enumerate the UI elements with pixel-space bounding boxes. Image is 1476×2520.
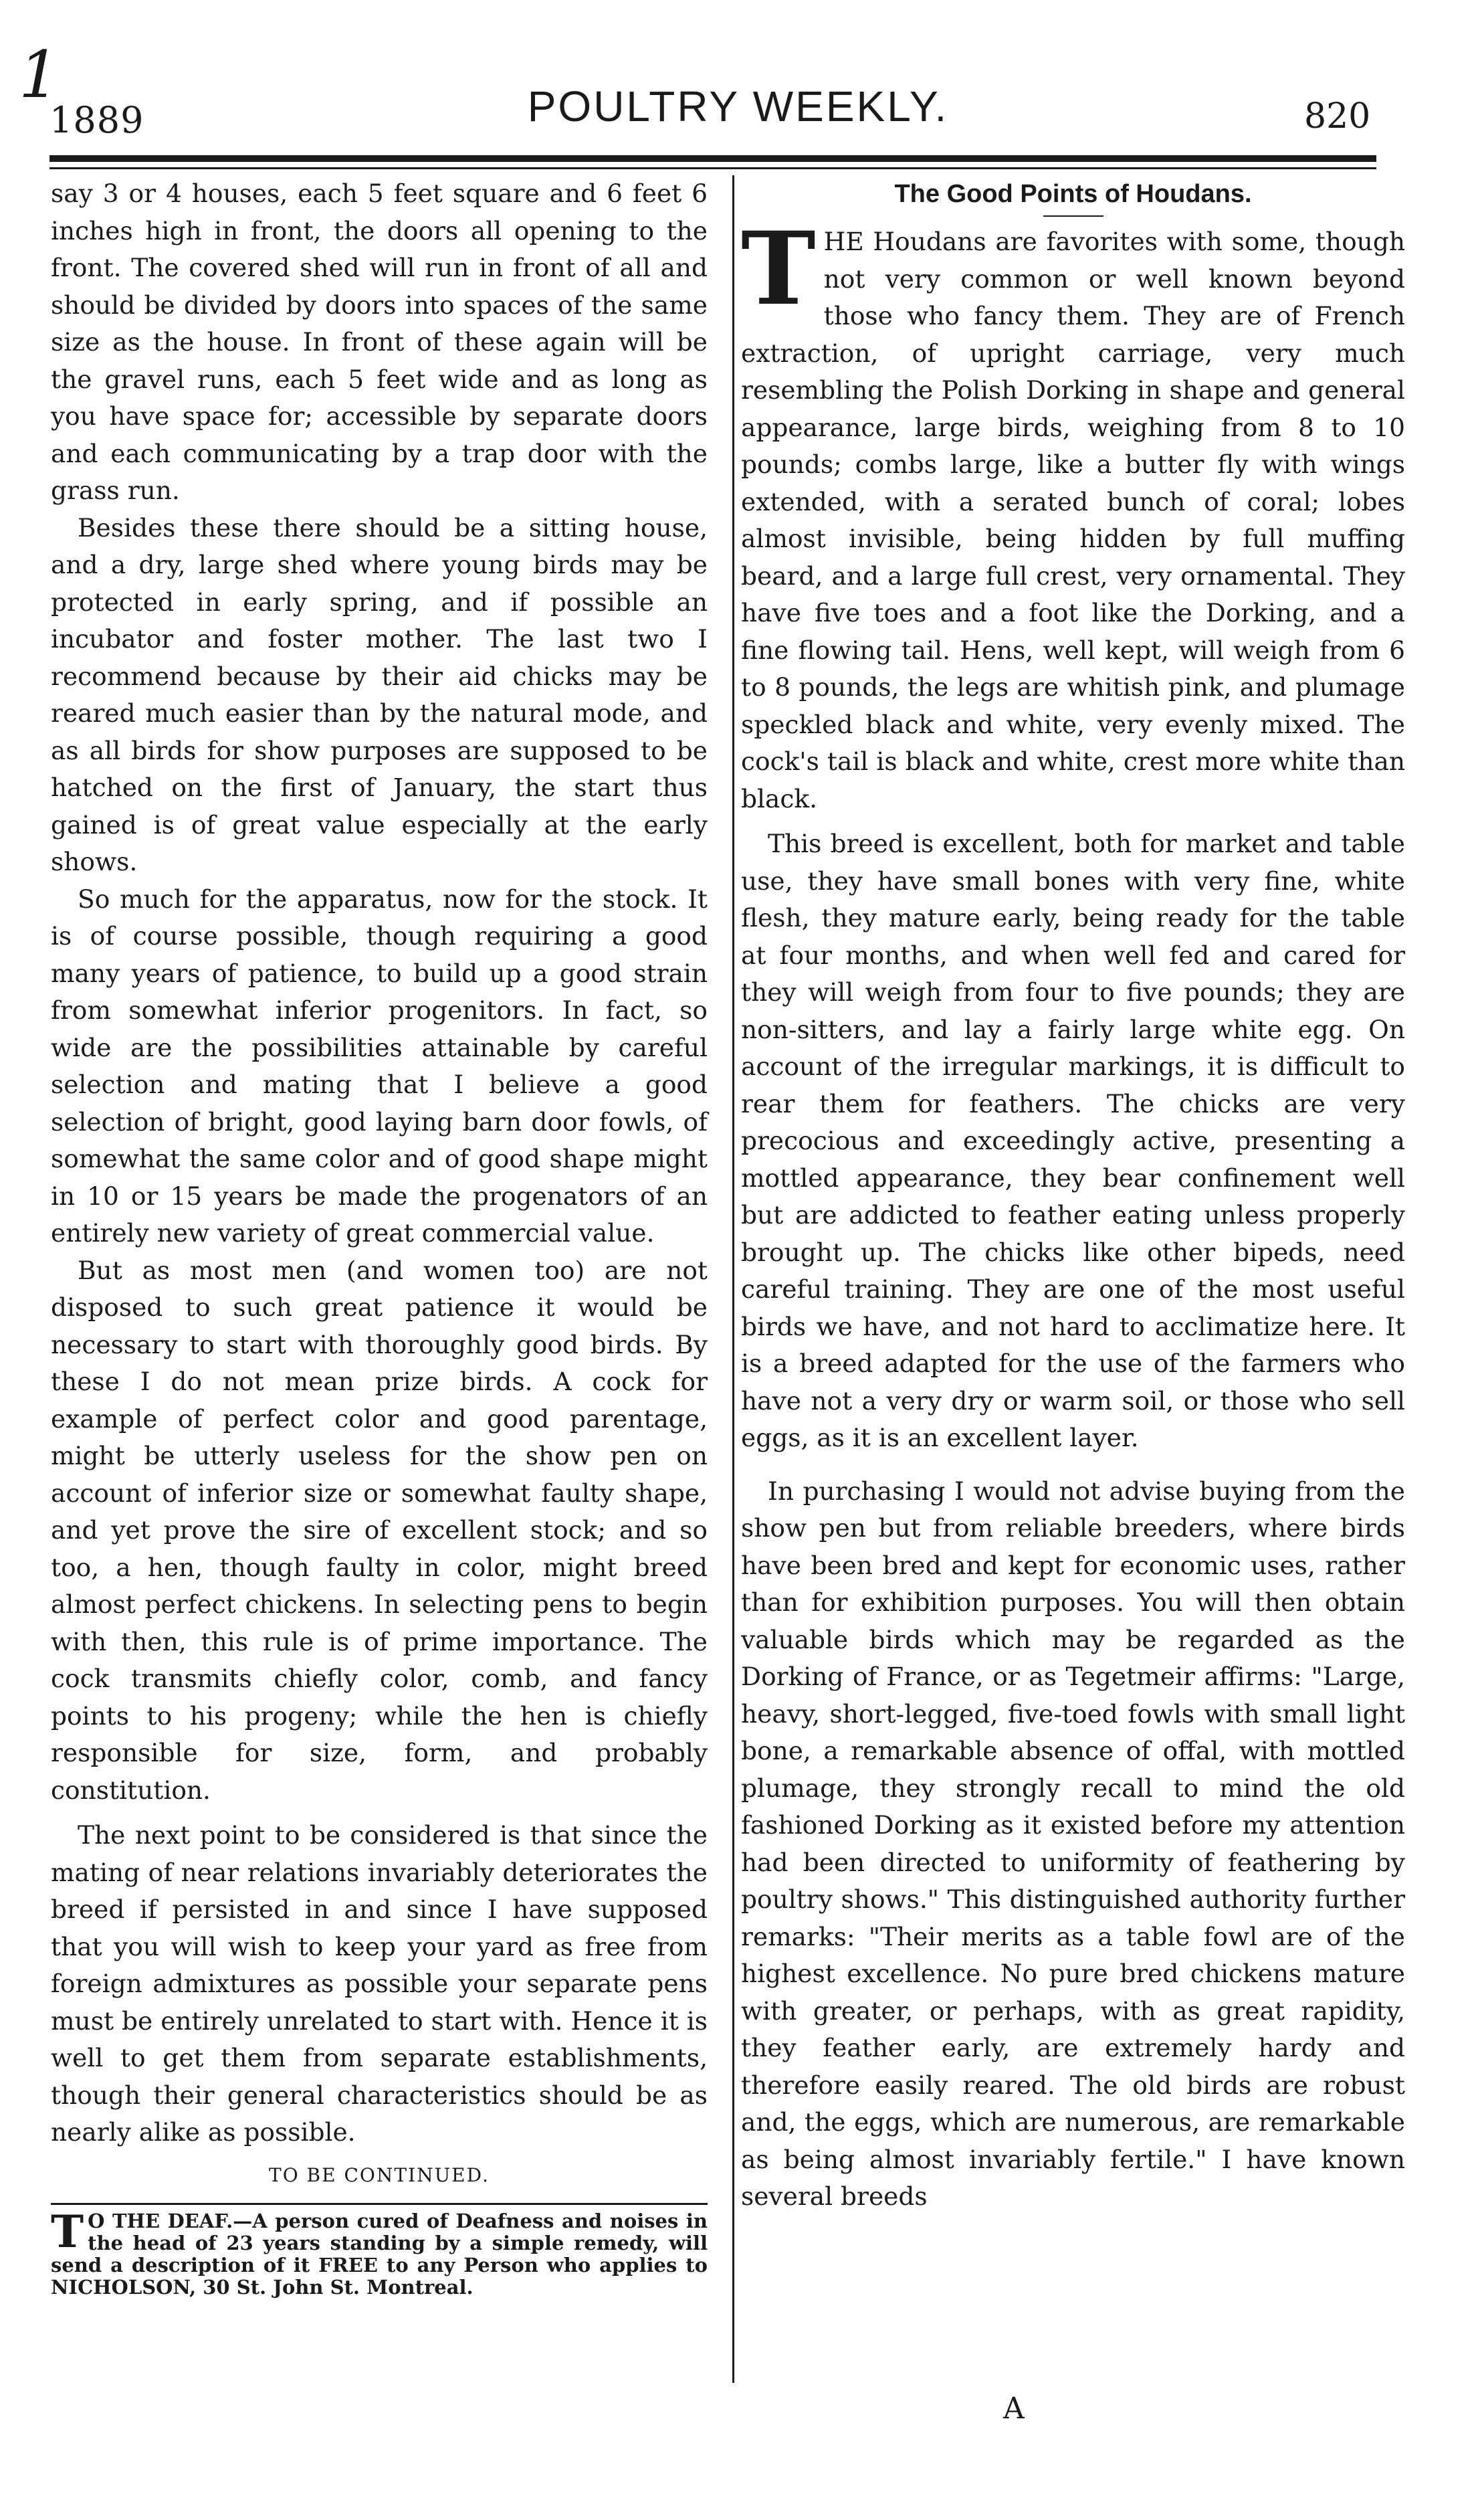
article-paragraph: The next point to be considered is that since the mating of near relations invariably deteriorates the breed if persisted in and since I have supposed that you will wish to keep your yard as free from foreign admixtures as possible your separate pens must be entirely unrelated to start with. Hence it is well to get them from separate establishments, though their general characteristics should be as nearly alike as possible.	[51, 1820, 708, 2147]
header-rule-thick	[49, 155, 1376, 162]
header-year: 1889	[49, 99, 144, 141]
article-paragraph: say 3 or 4 houses, each 5 feet square and 6 feet 6 inches high in front, the doors all opening to the front. The covered shed will run in front of all and should be divided by doors into spaces of the same size as the house. In front of these again will be the gravel runs, each 5 feet wide and as long as you have space for; accessible by separate doors and each communicating by a trap door with the grass run.	[51, 179, 708, 505]
notice-rule	[51, 2203, 708, 2205]
notice-dropcap: T	[51, 2206, 84, 2258]
article-paragraph: Besides these there should be a sitting house, and a dry, large shed where young birds may be protected in early spring, and if possible an incubator and foster mother. The last two I recommend because by their aid chicks may be reared much easier than by the natural mode, and as all birds for show purposes are supposed to be hatched on the first of January, the start thus gained is of great value especially at the early shows.	[51, 512, 708, 876]
margin-handwritten-mark: 1	[19, 37, 60, 112]
column-divider	[732, 175, 734, 2383]
right-column	[741, 175, 1405, 2216]
article-heading: The Good Points of Houdans.	[894, 180, 1252, 208]
masthead-title: POULTRY WEEKLY.	[527, 82, 949, 130]
article-paragraph: So much for the apparatus, now for the stock. It is of course possible, though requiring a good many years of patience, to build up a good strain from somewhat inferior progenitors. In fact, so wide are the possibilities attainable by careful selection and mating that I believe a good selection of bright, good laying barn door fowls, of somewhat the same color and of good shape might in 10 or 15 years be made the progenators of an entirely new variety of great commercial value.	[51, 884, 708, 1248]
article-paragraph-text: HE Houdans are favorites with some, though not very common or well known beyond those who fancy them. They are of French extraction, of upright carriage, very much resembling the Polish Dorking in shape and general appearance, large birds, weighing from 8 to 10 pounds; combs large, like a butter fly with wings extended, with a serated bunch of coral; lobes almost invisible, being hidden by full muffing beard, and a large full crest, very ornamental. They have five toes and a foot like the Dorking, and a fine flowing tail. Hens, well kept, will weigh from 6 to 8 pounds, the legs are whitish pink, and plumage speckled black and white, very evenly mixed. The cock's tail is black and white, crest more white than black.	[741, 227, 1405, 813]
heading-rule	[1043, 215, 1103, 217]
page-number: 820	[1304, 96, 1371, 136]
article-paragraph: But as most men (and women too) are not disposed to such great patience it would be necessary to start with thoroughly good birds. By these I do not mean prize birds. A cock for example of perfect color and good parentage, might be utterly useless for the show pen on account of inferior size or somewhat faulty shape, and yet prove the sire of excellent stock; and so too, a hen, though faulty in color, might breed almost perfect chickens. In selecting pens to begin with then, this rule is of prime importance. The cock transmits chiefly color, comb, and fancy points to his progeny; while the hen is chiefly responsible for size, form, and probably constitution.	[51, 1255, 708, 1805]
left-column	[51, 175, 708, 2299]
article-paragraph	[741, 210, 1405, 817]
advertisement-notice	[51, 2206, 708, 2299]
notice-label: O THE DEAF.	[88, 2210, 233, 2232]
to-be-continued: TO BE CONTINUED.	[269, 2163, 490, 2186]
notice-text: —A person cured of Deafness and noises in the head of 23 years standing by a simple remedy, will send a description of it FREE to any Person who applies to NICHOLSON, 30 St. John St. Montreal.	[51, 2210, 708, 2299]
article-paragraph: This breed is excellent, both for market and table use, they have small bones with very fine, white flesh, they mature early, being ready for the table at four months, and when well fed and cared for they will weigh from four to five pounds; they are non-sitters, and lay a fairly large white egg. On account of the irregular markings, it is difficult to rear them for feathers. The chicks are very precocious and exceedingly active, presenting a mottled appearance, they bear confinement well but are addicted to feather eating unless properly brought up. The chicks like other bipeds, need careful training. They are one of the most useful birds we have, and not hard to acclimatize here. It is a breed adapted for the use of the farmers who have not a very dry or warm soil, or those who sell eggs, as it is an excellent layer.	[741, 829, 1405, 1452]
bottom-print-mark: A	[1003, 2392, 1025, 2426]
article-paragraph: In purchasing I would not advise buying from the show pen but from reliable breeders, where birds have been bred and kept for economic uses, rather than for exhibition purposes. You will then obtain valuable birds which may be regarded as the Dorking of France, or as Tegetmeir affirms: "Large, heavy, short-legged, five-toed fowls with small light bone, a remarkable absence of offal, with mottled plumage, they strongly recall to mind the old fashioned Dorking as it existed before my attention had been directed to uniformity of feathering by poultry shows." This distinguished authority further remarks: "Their merits as a table fowl are of the highest excellence. No pure bred chickens mature with greater, or perhaps, with as great rapidity, they feather early, are extremely hardy and therefore easily reared. The old birds are robust and, the eggs, which are numerous, are remarkable as being almost invariably fertile." I have known several breeds	[741, 1476, 1405, 2211]
header-rule-thin	[49, 167, 1376, 169]
article-dropcap: T	[741, 210, 816, 328]
